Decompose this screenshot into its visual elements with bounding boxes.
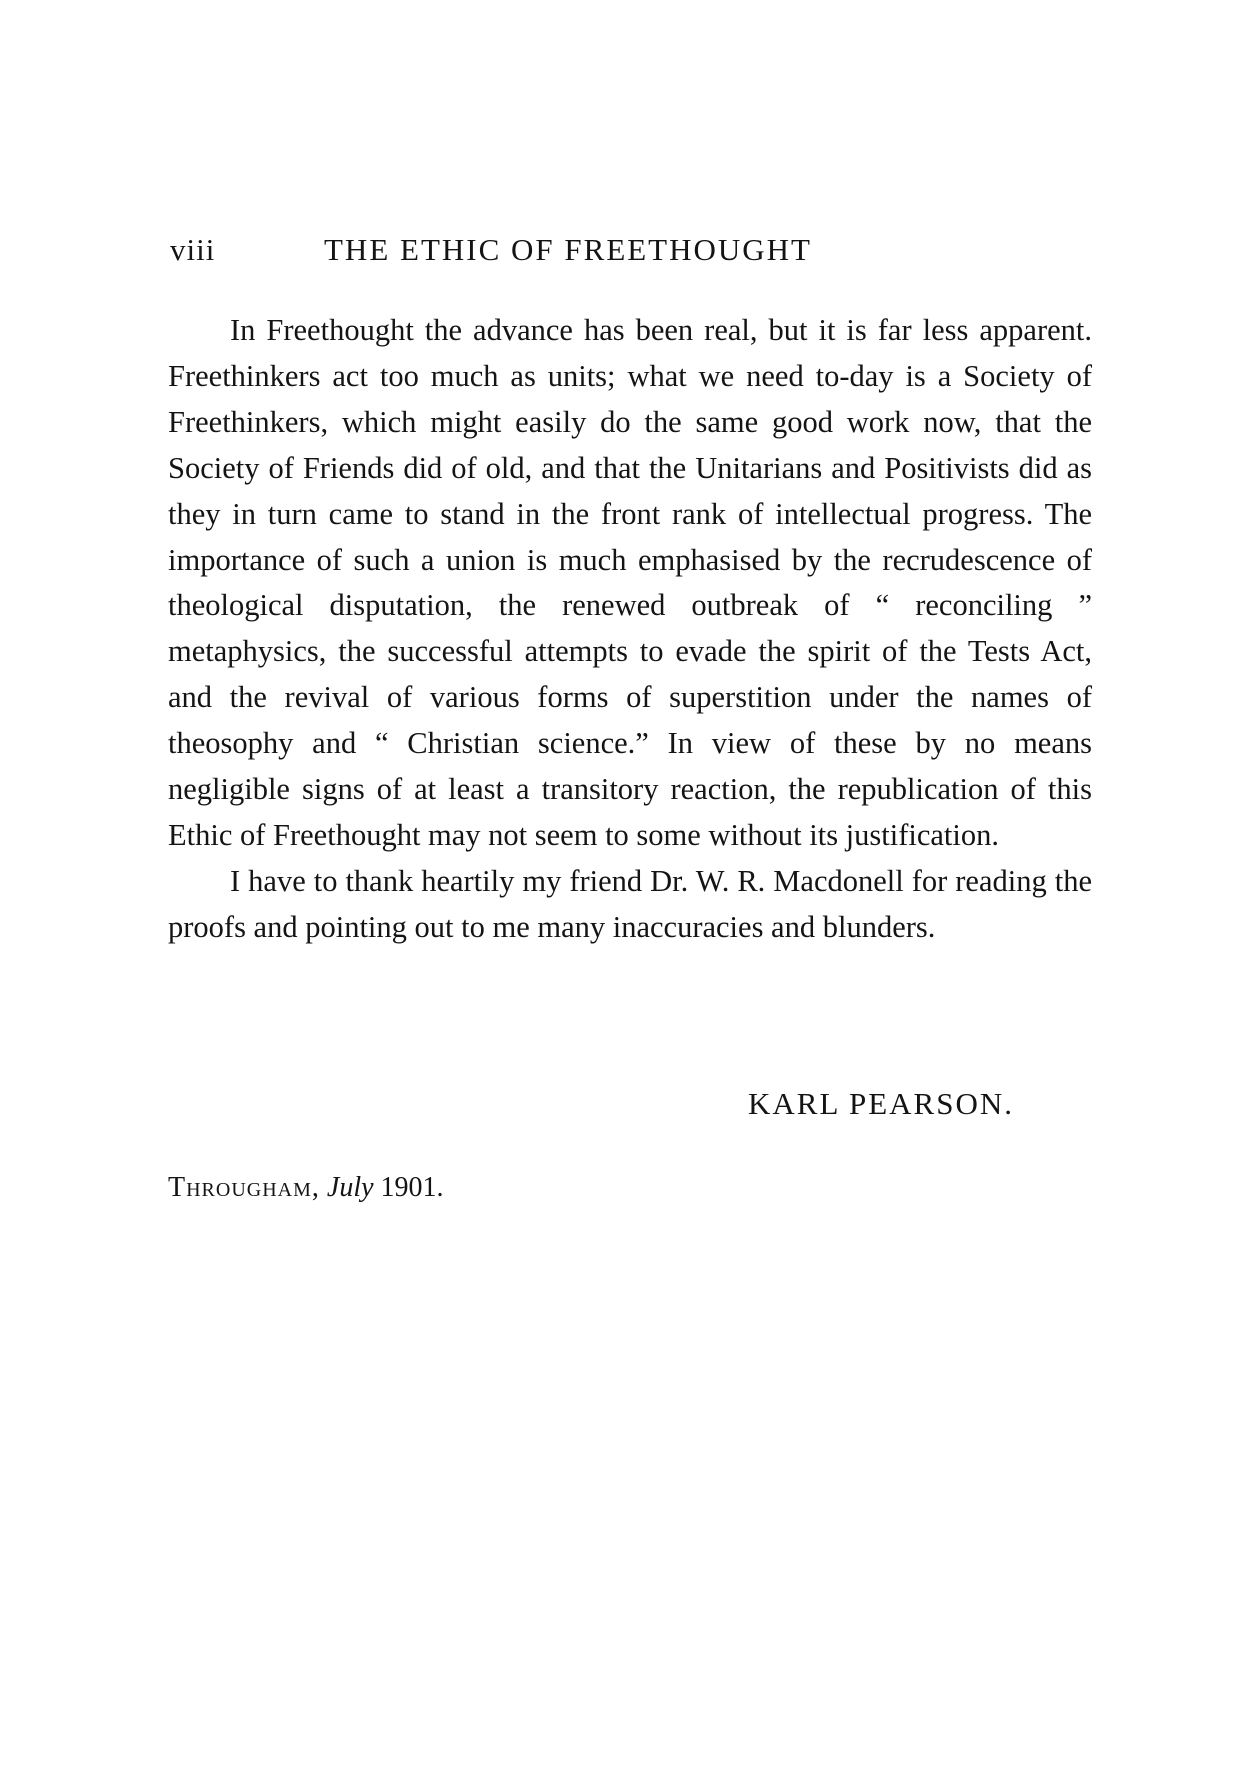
dateline-year: 1901.	[380, 1172, 444, 1203]
body-text	[168, 308, 1092, 951]
paragraph-acknowledgement: I have to thank heartily my friend Dr. W. R. Macdonell for reading the proofs and pointing out to me many inaccuracies and blunders.	[168, 863, 1092, 944]
dateline-month: July	[326, 1172, 374, 1203]
running-head	[170, 232, 1090, 272]
page-number: viii	[170, 232, 216, 267]
running-title: THE ETHIC OF FREETHOUGHT	[324, 232, 812, 267]
paragraph-freethought-society: In Freethought the advance has been real, but it is far less apparent. Freethinkers act too much as units; what we need to-day is a Society of Freethinkers, which might easily do the same good work now, that the Society of Friends did of old, and that the Unitarians and Positivists did as they in turn came to stand in the front rank of intellectual progress. The importance of such a union is much emphasised by the recrudescence of theological disputation, the renewed outbreak of “ reconciling ” metaphysics, the successful attempts to evade the spirit of the Tests Act, and the revival of various forms of superstition under the names of theosophy and “ Christian science.” In view of these by no means negligible signs of at least a transitory reaction, the republication of this Ethic of Freethought may not seem to some without its justification.	[168, 313, 1092, 852]
dateline	[168, 1172, 444, 1204]
dateline-place: Througham,	[168, 1172, 320, 1203]
author-signature: KARL PEARSON.	[748, 1086, 1014, 1121]
